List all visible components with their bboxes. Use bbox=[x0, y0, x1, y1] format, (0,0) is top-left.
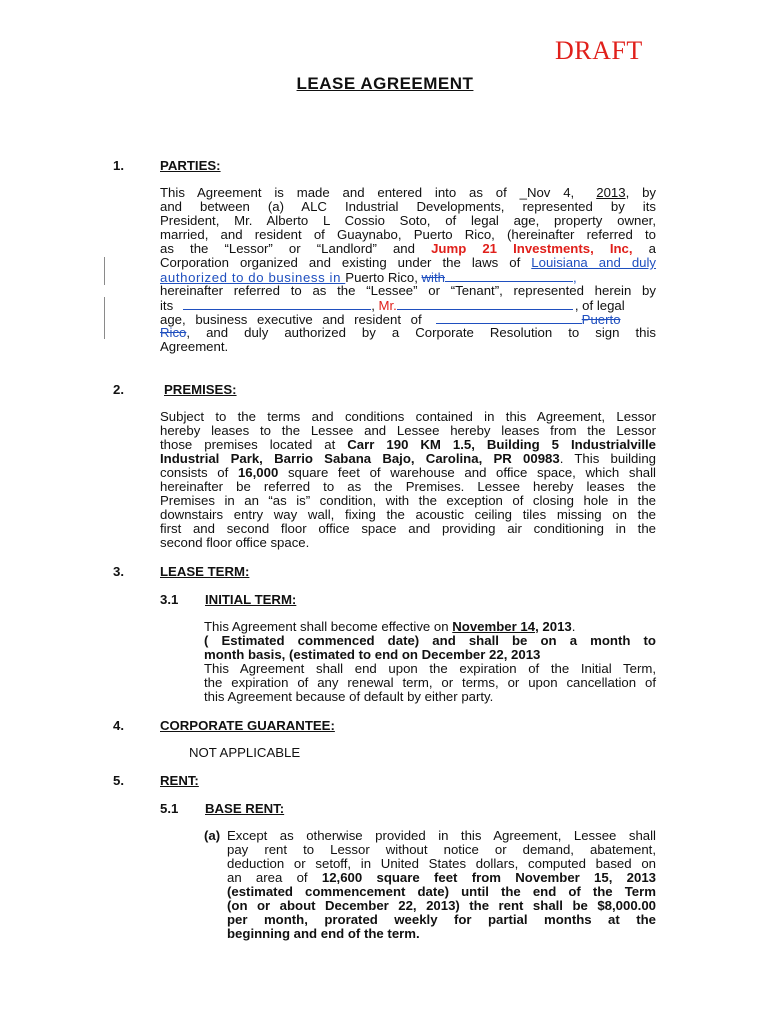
paragraph-line: Premises in an “as is” condition, with the exception of closing hole in the bbox=[160, 493, 656, 508]
paragraph-line: deduction or setoff, in United States dollars, computed based on bbox=[227, 856, 656, 871]
paragraph-line: authorized to do business in Puerto Rico, with , bbox=[160, 270, 577, 285]
subsection-heading-initial-term: INITIAL TERM: bbox=[205, 592, 297, 607]
paragraph-line: ( Estimated commenced date) and shall be on a month to bbox=[204, 633, 656, 648]
paragraph-line: those premises located at Carr 190 KM 1.5, Building 5 Industrialville bbox=[160, 437, 656, 452]
draft-watermark: DRAFT bbox=[555, 36, 643, 65]
paragraph-line: Except as otherwise provided in this Agreement, Lessee shall bbox=[227, 828, 656, 843]
section-number: 4. bbox=[113, 718, 124, 733]
paragraph-line: an area of 12,600 square feet from November 15, 2013 bbox=[227, 870, 656, 885]
paragraph-line: downstairs entry way wall, fixing the acoustic ceiling tiles missing on the bbox=[160, 507, 656, 522]
paragraph-line: Industrial Park, Barrio Sabana Bajo, Carolina, PR 00983. This building bbox=[160, 451, 656, 466]
paragraph-line: second floor office space. bbox=[160, 535, 310, 550]
paragraph-line: hereby leases to the Lessee and Lessee hereby leases from the Lessor bbox=[160, 423, 656, 438]
paragraph-line: (on or about December 22, 2013) the rent shall be $8,000.00 bbox=[227, 898, 656, 913]
paragraph-line: President, Mr. Alberto L Cossio Soto, of legal age, property owner, bbox=[160, 213, 656, 228]
paragraph-line: its , Mr. , of legal bbox=[160, 298, 625, 313]
document-title: LEASE AGREEMENT bbox=[296, 74, 474, 93]
revision-bar bbox=[104, 297, 105, 339]
paragraph-line: (estimated commencement date) until the end of the Term bbox=[227, 884, 656, 899]
not-applicable-text: NOT APPLICABLE bbox=[189, 745, 301, 760]
paragraph-line: Rico, and duly authorized by a Corporate Resolution to sign this bbox=[160, 325, 656, 340]
paragraph-line: per month, prorated weekly for partial months at the bbox=[227, 912, 656, 927]
section-heading-rent: RENT: bbox=[160, 773, 199, 788]
paragraph-line: This Agreement shall end upon the expiration of the Initial Term, bbox=[204, 661, 656, 676]
paragraph-line: age, business executive and resident of Puerto bbox=[160, 312, 621, 327]
subsection-number: 5.1 bbox=[160, 801, 179, 816]
paragraph-line: hereinafter be referred to as the Premises. Lessee hereby leases the bbox=[160, 479, 656, 494]
paragraph-line: and between (a) ALC Industrial Developments, represented by its bbox=[160, 199, 656, 214]
paragraph-line: Subject to the terms and conditions contained in this Agreement, Lessor bbox=[160, 409, 656, 424]
paragraph-line: This Agreement shall become effective on November 14, 2013. bbox=[204, 619, 576, 634]
paragraph-line: as the “Lessor” or “Landlord” and Jump 21 Investments, Inc, a bbox=[160, 241, 656, 256]
paragraph-line: consists of 16,000 square feet of warehouse and office space, which shall bbox=[160, 465, 656, 480]
paragraph-line: the expiration of any renewal term, or terms, or upon cancellation of bbox=[204, 675, 656, 690]
paragraph-line: pay rent to Lessor without notice or demand, abatement, bbox=[227, 842, 656, 857]
paragraph-line: This Agreement is made and entered into as of _Nov 4, 2013, by bbox=[160, 185, 657, 200]
section-number: 5. bbox=[113, 773, 124, 788]
section-number: 2. bbox=[113, 382, 124, 397]
paragraph-line: Corporation organized and existing under the laws of Louisiana and duly bbox=[160, 255, 657, 270]
paragraph-line: married, and resident of Guaynabo, Puerto Rico, (hereinafter referred to bbox=[160, 227, 656, 242]
section-number: 1. bbox=[113, 158, 124, 173]
section-number: 3. bbox=[113, 564, 124, 579]
item-label: (a) bbox=[204, 828, 221, 843]
section-heading-corporate-guarantee: CORPORATE GUARANTEE: bbox=[160, 718, 335, 733]
subsection-number: 3.1 bbox=[160, 592, 179, 607]
paragraph-line: month basis, (estimated to end on December 22, 2013 bbox=[204, 647, 541, 662]
revision-bar bbox=[104, 257, 105, 285]
section-heading-lease-term: LEASE TERM: bbox=[160, 564, 250, 579]
paragraph-line: Agreement. bbox=[160, 339, 229, 354]
paragraph-line: beginning and end of the term. bbox=[227, 926, 420, 941]
section-heading-parties: PARTIES: bbox=[160, 158, 221, 173]
section-heading-premises: PREMISES: bbox=[164, 382, 237, 397]
paragraph-line: hereinafter referred to as the “Lessee” or “Tenant”, represented herein by bbox=[160, 283, 656, 298]
paragraph-line: this Agreement because of default by either party. bbox=[204, 689, 494, 704]
paragraph-line: first and second floor office space and providing air conditioning in the bbox=[160, 521, 656, 536]
subsection-heading-base-rent: BASE RENT: bbox=[205, 801, 285, 816]
